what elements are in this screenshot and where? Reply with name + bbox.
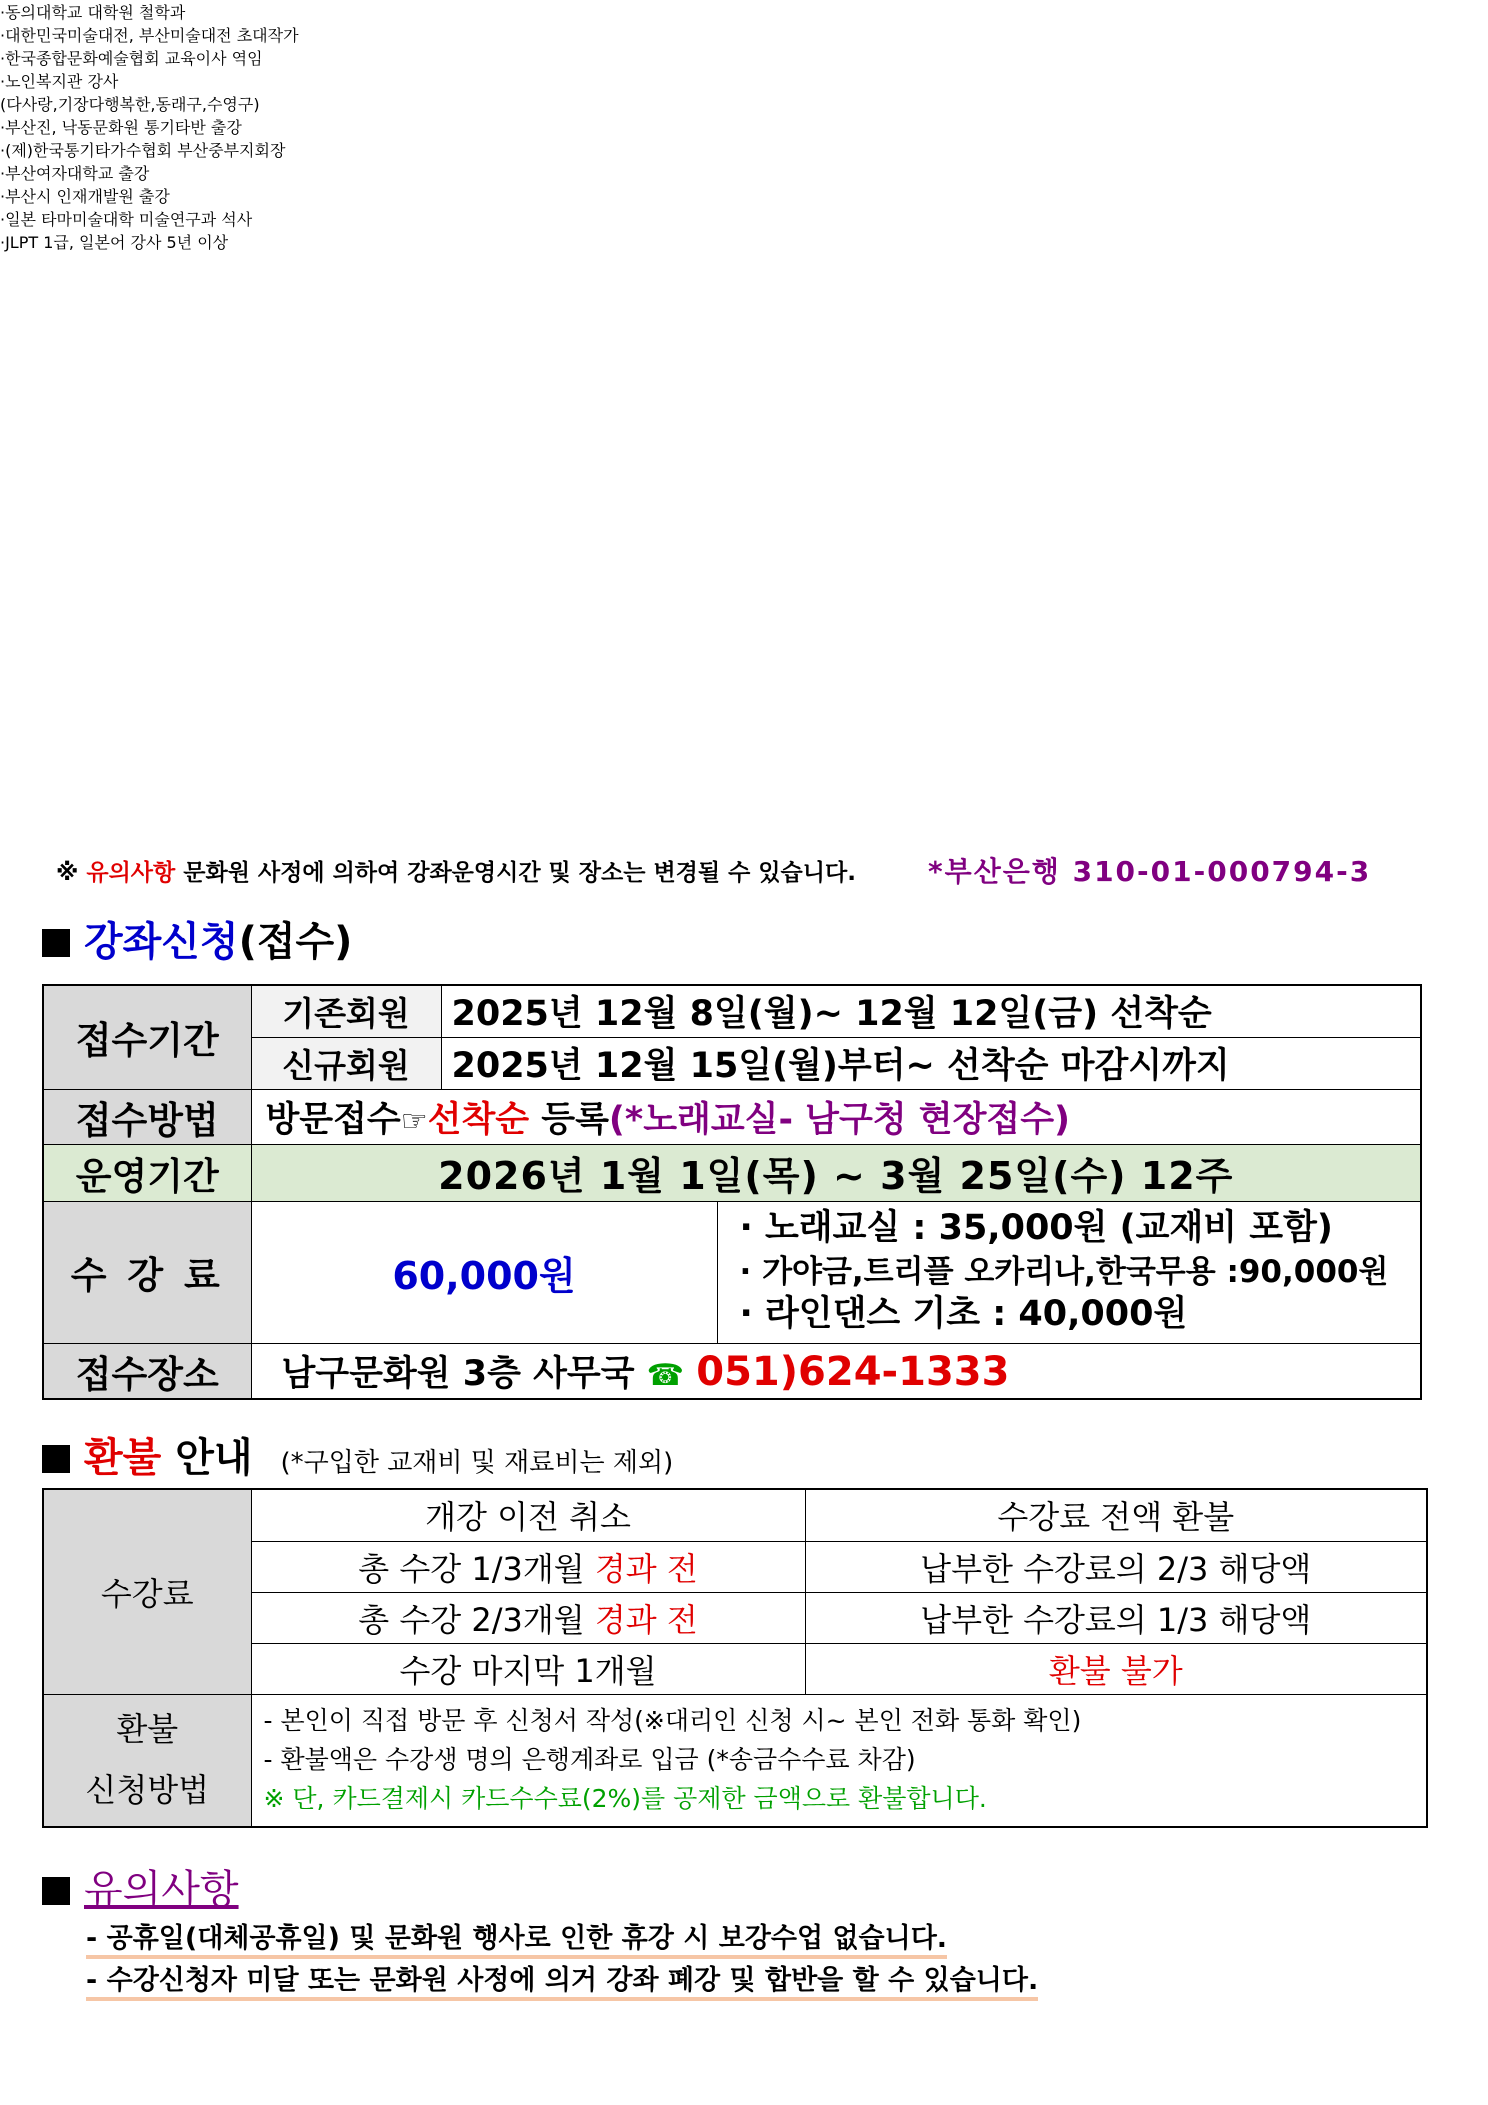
square-bullet-icon — [42, 1877, 70, 1905]
square-bullet-icon — [42, 1445, 70, 1473]
refund-note-highlight: ※ 단, 카드결제시 카드수수료(2%)를 공제한 금액으로 환불합니다. — [263, 1783, 987, 1813]
refund-title: 환불 — [84, 1435, 162, 1481]
refund-heading — [42, 1426, 673, 1483]
operation-label: 운영기간 — [43, 1144, 251, 1201]
place-label: 접수장소 — [43, 1343, 251, 1399]
notice-prefix: ※ — [56, 860, 87, 886]
refund-cell — [251, 1541, 805, 1592]
refund-cell-highlight: 경과 전 — [594, 1600, 698, 1639]
caution-item: - 공휴일(대체공휴일) 및 문화원 행사로 인한 휴강 시 보강수업 없습니다. — [86, 1916, 947, 1959]
square-bullet-icon — [42, 929, 70, 957]
table-row — [43, 1489, 1427, 1541]
refund-table — [42, 1488, 1428, 1828]
note-line: ·일본 타마미술대학 미술연구과 석사 — [0, 210, 253, 229]
schedule-notice — [56, 854, 856, 887]
note-line: ·JLPT 1급, 일본어 강사 5년 이상 — [0, 233, 229, 252]
fee-item: · 노래교실 : 35,000원 (교재비 포함) — [739, 1208, 1333, 1249]
refund-cell-text: 총 수강 1/3개월 — [358, 1549, 595, 1588]
new-member-value: 2025년 12월 15일(월)부터~ 선착순 마감시까지 — [441, 1037, 1421, 1089]
method-first-come: 선착순 — [427, 1099, 530, 1140]
note-line: (다사랑,기장다행복한,동래구,수영구) — [0, 95, 260, 114]
bank-account: *부산은행 310-01-000794-3 — [928, 855, 1372, 888]
refund-cell: 개강 이전 취소 — [251, 1489, 805, 1541]
refund-cell-highlight: 경과 전 — [594, 1549, 698, 1588]
registration-title-rest: (접수) — [238, 919, 353, 965]
refund-note: - 환불액은 수강생 명의 은행계좌로 입금 (*송금수수료 차감) — [263, 1744, 916, 1774]
refund-cell-text: 총 수강 2/3개월 — [358, 1600, 595, 1639]
place-text: 남구문화원 3층 사무국 — [281, 1353, 635, 1394]
note-line: ·부산여자대학교 출강 — [0, 164, 150, 183]
notice-label: 유의사항 — [86, 860, 176, 886]
refund-method-label — [43, 1694, 251, 1827]
place-value — [251, 1343, 1421, 1399]
registration-title: 강좌신청 — [84, 919, 239, 965]
refund-cell: 수강 마지막 1개월 — [251, 1643, 805, 1694]
fee-label: 수 강 료 — [43, 1201, 251, 1343]
phone-icon: ☎ — [646, 1357, 685, 1393]
notice-text: 문화원 사정에 의하여 강좌운영시간 및 장소는 변경될 수 있습니다. — [175, 860, 856, 886]
note-line: ·한국종합문화예술협회 교육이사 역임 — [0, 49, 263, 68]
fee-item: · 라인댄스 기초 : 40,000원 — [739, 1294, 1188, 1335]
method-value — [251, 1089, 1421, 1144]
table-row — [43, 1089, 1421, 1144]
table-row — [43, 1694, 1427, 1827]
method-visit: 방문접수 — [265, 1099, 401, 1140]
caution-heading — [42, 1858, 239, 1915]
new-member-label: 신규회원 — [251, 1037, 441, 1089]
table-row — [43, 985, 1421, 1037]
fee-item: · 가야금,트리플 오카리나,한국무용 :90,000원 — [739, 1253, 1389, 1290]
table-row — [43, 1201, 1421, 1343]
caution-title: 유의사항 — [84, 1867, 239, 1913]
refund-cell: 수강료 전액 환불 — [805, 1489, 1427, 1541]
registration-table — [42, 984, 1422, 1400]
caution-item: - 수강신청자 미달 또는 문화원 사정에 의거 강좌 폐강 및 합반을 할 수 있습니다. — [86, 1958, 1038, 2001]
note-line: ·대한민국미술대전, 부산미술대전 초대작가 — [0, 26, 299, 45]
phone-number: 051)624-1333 — [696, 1348, 1010, 1395]
existing-member-label: 기존회원 — [251, 985, 441, 1037]
operation-value: 2026년 1월 1일(목) ~ 3월 25일(수) 12주 — [251, 1144, 1421, 1201]
note-line: ·(제)한국통기타가수협회 부산중부지회장 — [0, 141, 286, 160]
refund-method-label-2: 신청방법 — [85, 1771, 210, 1810]
table-row — [43, 1643, 1427, 1694]
pointing-hand-icon: ☞ — [400, 1103, 428, 1139]
table-row — [43, 1592, 1427, 1643]
method-register: 등록 — [529, 1099, 609, 1140]
fee-value: 60,000원 — [251, 1201, 717, 1343]
note-line: ·부산진, 낙동문화원 통기타반 출강 — [0, 118, 242, 137]
existing-member-value: 2025년 12월 8일(월)~ 12월 12일(금) 선착순 — [441, 985, 1421, 1037]
table-row — [43, 1144, 1421, 1201]
method-label: 접수방법 — [43, 1089, 251, 1144]
note-line: ·노인복지관 강사 — [0, 72, 119, 91]
fee-exceptions — [717, 1201, 1421, 1343]
fee-label: 수강료 — [43, 1489, 251, 1694]
refund-title-note: (*구입한 교재비 및 재료비는 제외) — [280, 1448, 674, 1478]
refund-title-rest: 안내 — [161, 1435, 253, 1481]
refund-cell: 환불 불가 — [805, 1643, 1427, 1694]
note-line: ·동의대학교 대학원 철학과 — [0, 3, 186, 22]
note-line: ·부산시 인재개발원 출강 — [0, 187, 170, 206]
refund-cell — [251, 1592, 805, 1643]
table-row — [43, 1541, 1427, 1592]
refund-note: - 본인이 직접 방문 후 신청서 작성(※대리인 신청 시~ 본인 전화 통화 확인) — [263, 1706, 1082, 1736]
table-row — [43, 1343, 1421, 1399]
refund-cell: 납부한 수강료의 1/3 해당액 — [805, 1592, 1427, 1643]
refund-method-notes — [251, 1694, 1427, 1827]
method-note: (*노래교실- 남구청 현장접수) — [608, 1099, 1071, 1140]
registration-heading — [42, 910, 352, 967]
refund-cell: 납부한 수강료의 2/3 해당액 — [805, 1541, 1427, 1592]
period-label: 접수기간 — [43, 985, 251, 1089]
refund-method-label-1: 환불 — [116, 1710, 179, 1749]
